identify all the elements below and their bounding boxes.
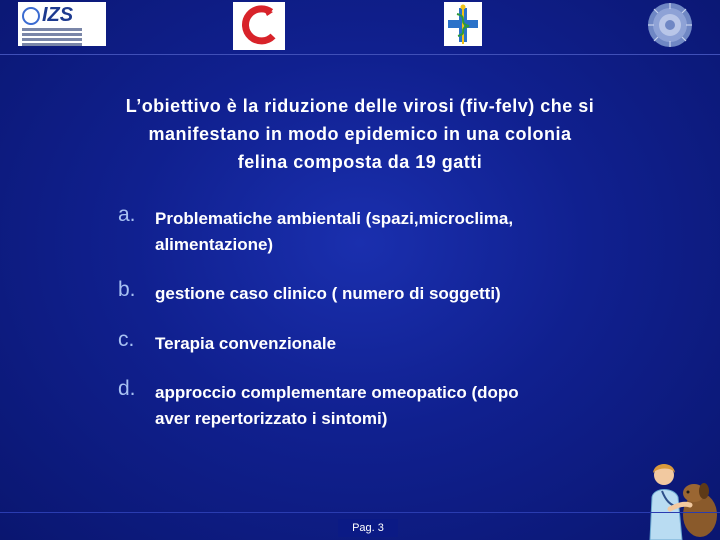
izs-logo bbox=[18, 2, 106, 46]
izs-logo-mark: IZS bbox=[22, 5, 102, 25]
red-c-icon bbox=[233, 2, 285, 50]
dog-eye bbox=[687, 491, 690, 494]
izs-logo-lines bbox=[22, 28, 102, 46]
list-item-line-1: Problematiche ambientali (spazi,microclima, bbox=[155, 209, 514, 228]
list-letter: b. bbox=[118, 278, 136, 301]
izs-line-4 bbox=[22, 43, 82, 46]
list-item-text bbox=[155, 281, 615, 307]
list-letter: d. bbox=[118, 377, 136, 400]
seal-emblem bbox=[646, 1, 694, 49]
header-divider bbox=[0, 54, 720, 55]
list-item-text bbox=[155, 380, 615, 432]
page-number: Pag. 3 bbox=[338, 519, 398, 537]
caduceus-logo bbox=[444, 2, 482, 46]
red-c-logo bbox=[233, 2, 285, 50]
heading-line-2: manifestano in modo epidemico in una colonia bbox=[148, 124, 572, 144]
list-item-line-1: approccio complementare omeopatico (dopo bbox=[155, 383, 519, 402]
list-letter: c. bbox=[118, 328, 135, 351]
dog-ear bbox=[699, 483, 709, 499]
caduceus-icon bbox=[444, 2, 482, 46]
izs-line-3 bbox=[22, 38, 82, 41]
list-item-text bbox=[155, 206, 615, 258]
list-item-line-2: aver repertorizzato i sintomi) bbox=[155, 409, 388, 428]
logo-bar bbox=[0, 0, 720, 56]
list-letter: a. bbox=[118, 203, 136, 226]
vet-with-dog-illustration bbox=[642, 457, 720, 540]
izs-circle-icon bbox=[22, 7, 40, 25]
list-item-line-2: alimentazione) bbox=[155, 235, 274, 254]
list-item-line-1: gestione caso clinico ( numero di soggetti) bbox=[155, 284, 501, 303]
izs-line-1 bbox=[22, 28, 82, 31]
heading-line-1: L’obiettivo è la riduzione delle virosi (fiv-felv) che si bbox=[125, 96, 595, 116]
list-item-line-1: Terapia convenzionale bbox=[155, 334, 337, 353]
heading-line-3: felina composta da 19 gatti bbox=[237, 152, 483, 172]
list-item-text bbox=[155, 331, 615, 357]
seal-icon bbox=[646, 1, 694, 49]
slide-heading bbox=[60, 92, 660, 176]
footer-line bbox=[0, 512, 720, 513]
izs-line-2 bbox=[22, 33, 82, 36]
